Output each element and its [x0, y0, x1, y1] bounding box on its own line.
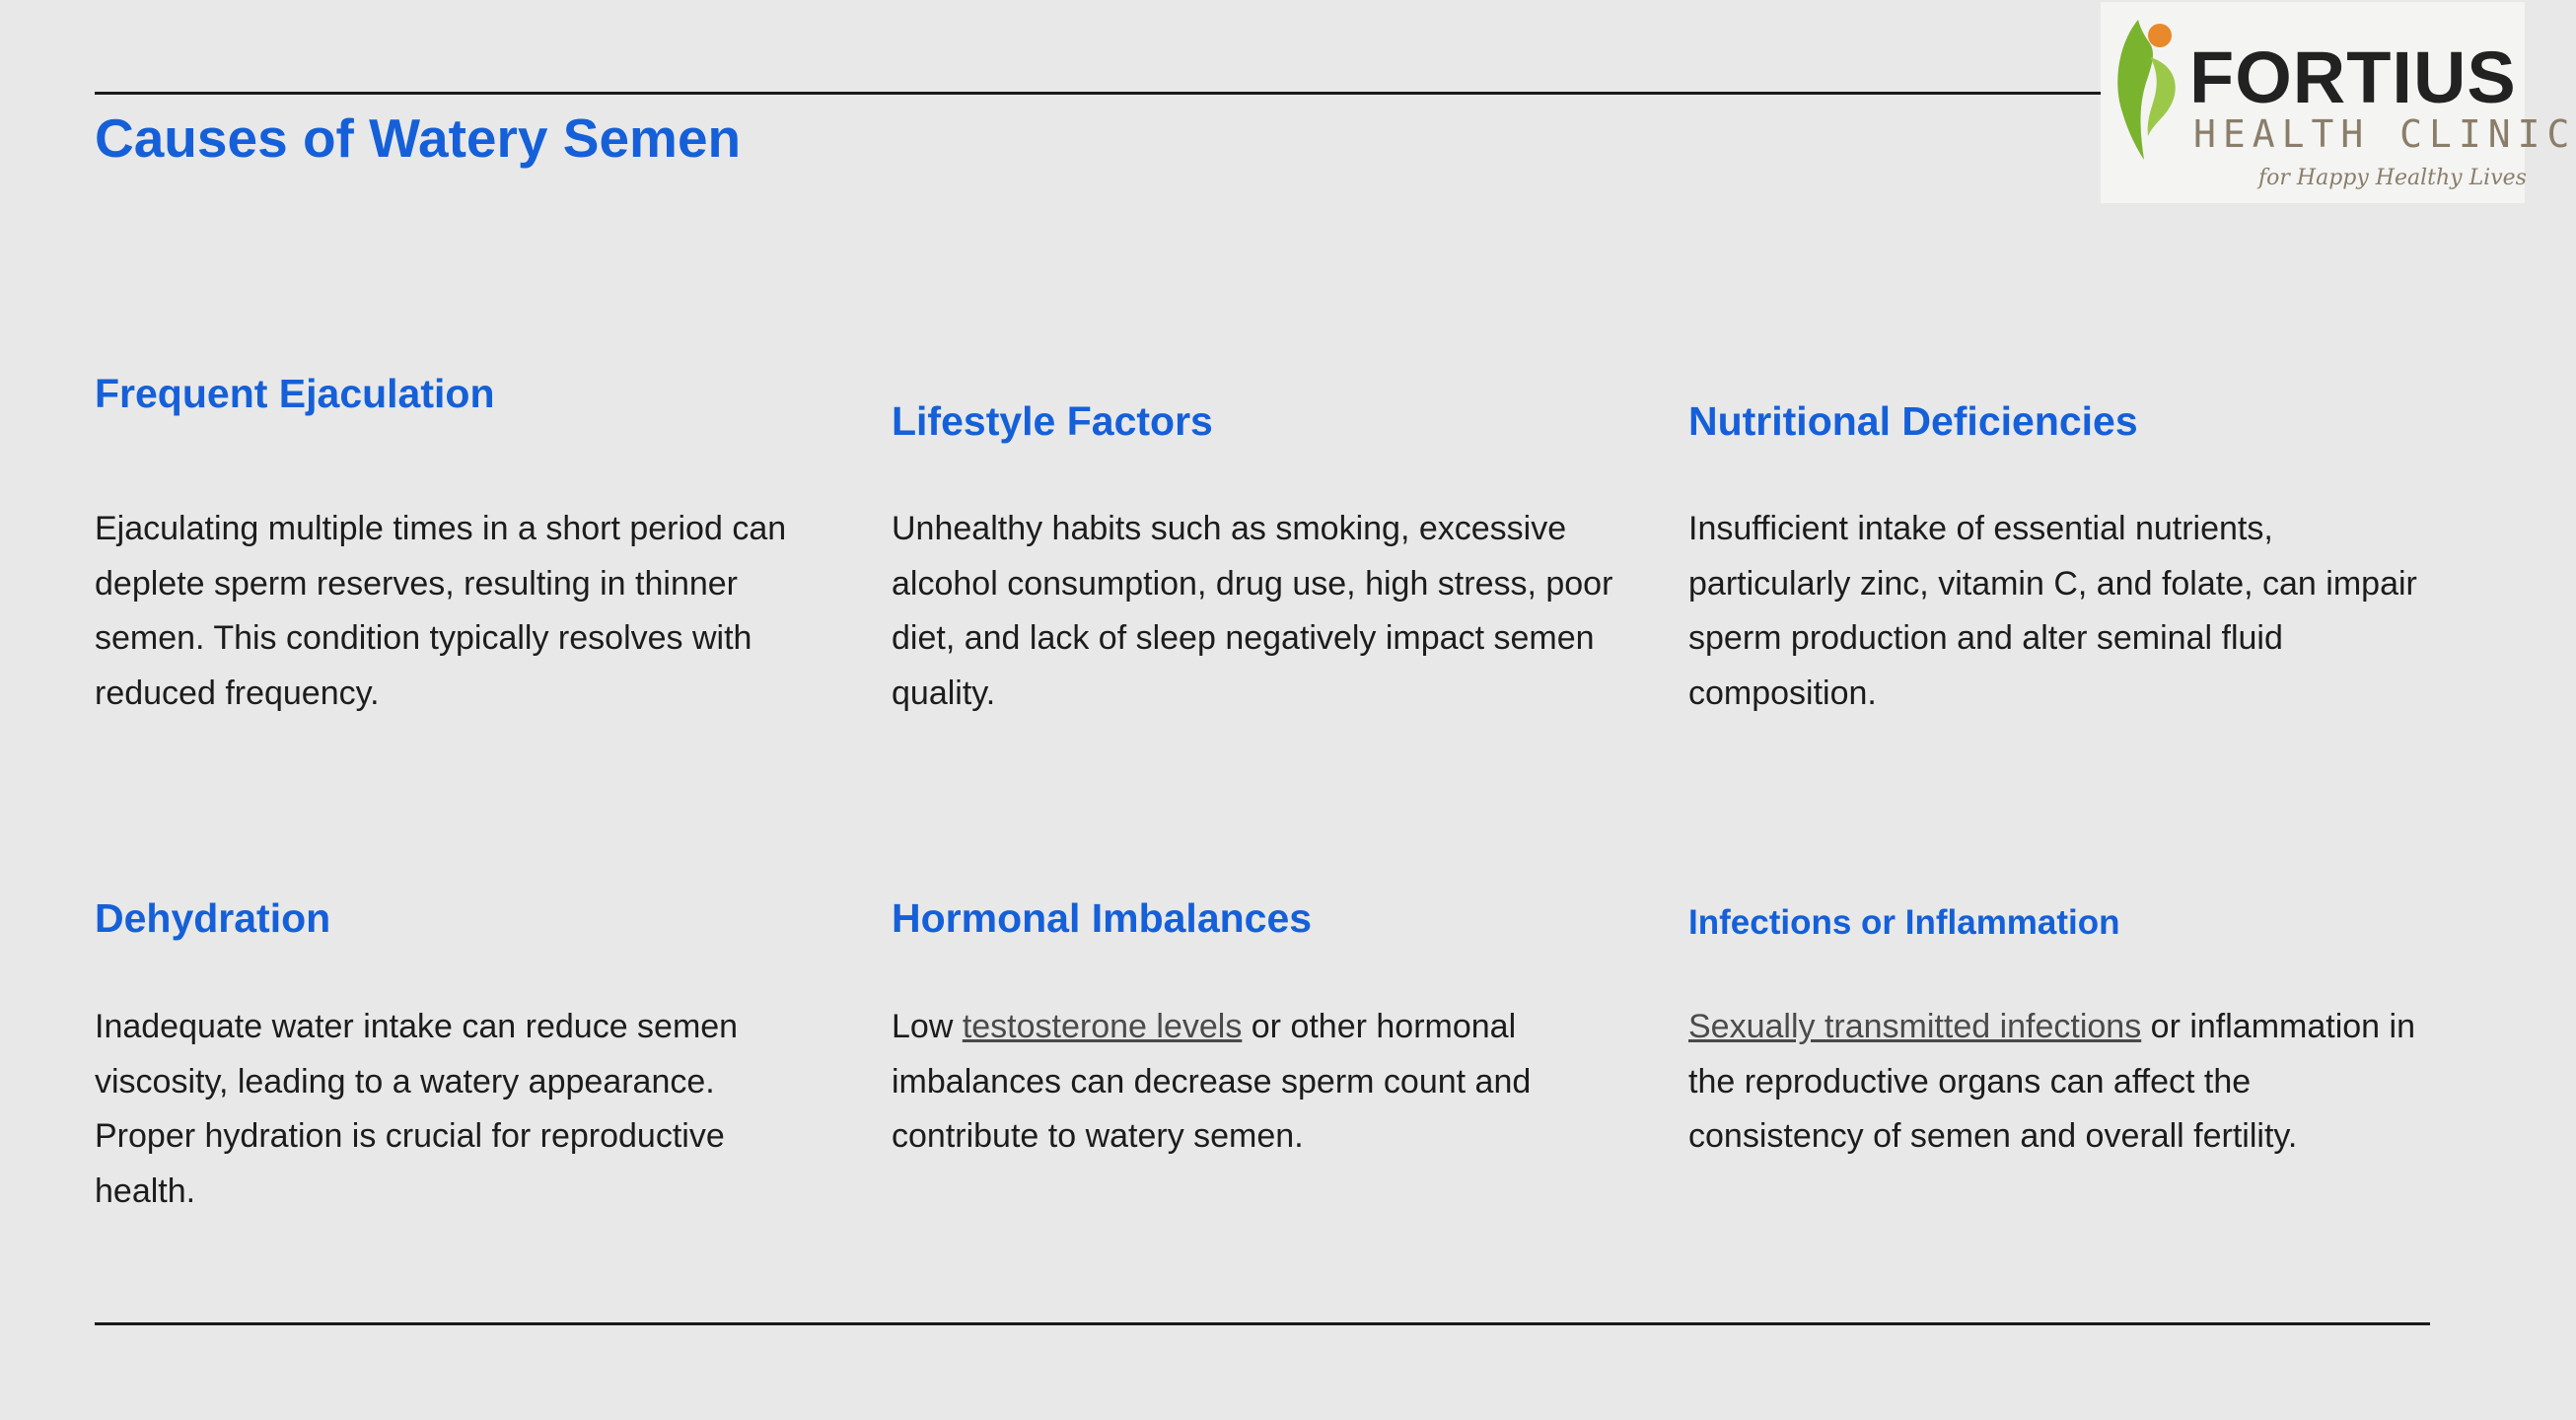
top-divider — [95, 92, 2107, 95]
card-frequent-ejaculation — [95, 371, 824, 712]
card-heading: Hormonal Imbalances — [892, 895, 1313, 941]
card-text: Insufficient intake of essential nutrients, particularly zinc, vitamin C, and folate, can impair sperm production and alter seminal fluid composition. — [1688, 510, 2417, 712]
text-segment: or inflammation in the reproductive organs can affect the consistency of semen and overall fertility. — [1688, 1008, 2415, 1155]
leaf-figure-icon — [2111, 14, 2189, 162]
card-text: Inadequate water intake can reduce semen viscosity, leading to a watery appearance. Proper hydration is crucial for reproductive health. — [95, 1008, 739, 1210]
testosterone-levels-link[interactable]: testosterone levels — [962, 1008, 1243, 1045]
card-nutritional-deficiencies — [1688, 398, 2418, 712]
card-lifestyle-factors — [892, 398, 1621, 712]
bottom-divider — [95, 1322, 2430, 1325]
logo-subtitle: HEALTH CLINIC — [2193, 112, 2576, 156]
card-heading: Frequent Ejaculation — [95, 371, 495, 416]
card-text: Unhealthy habits such as smoking, excessive alcohol consumption, drug use, high stress, poor diet, and lack of sleep negatively impact semen quality. — [892, 510, 1613, 712]
page-title: Causes of Watery Semen — [95, 107, 742, 169]
card-infections-inflammation — [1688, 903, 2418, 1155]
card-dehydration — [95, 895, 824, 1210]
card-heading: Dehydration — [95, 895, 331, 941]
clinic-logo — [2101, 2, 2576, 203]
logo-name: FORTIUS — [2189, 36, 2517, 118]
sexually-transmitted-infections-link[interactable]: Sexually transmitted infections — [1688, 1008, 2142, 1045]
card-text — [1688, 1000, 2418, 1165]
card-hormonal-imbalances — [892, 895, 1621, 1155]
text-segment: or other hormonal imbalances can decrease sperm count and contribute to watery semen. — [892, 1008, 1532, 1155]
card-heading: Infections or Inflammation — [1688, 903, 2120, 942]
card-heading: Nutritional Deficiencies — [1688, 398, 2138, 444]
card-text — [892, 1000, 1621, 1165]
logo-tagline: for Happy Healthy Lives — [2258, 166, 2527, 190]
text-segment: Low — [892, 1008, 963, 1045]
card-text: Ejaculating multiple times in a short period can deplete sperm reserves, resulting in thinner semen. This condition typically resolves with reduced frequency. — [95, 510, 787, 712]
card-heading: Lifestyle Factors — [892, 398, 1213, 444]
